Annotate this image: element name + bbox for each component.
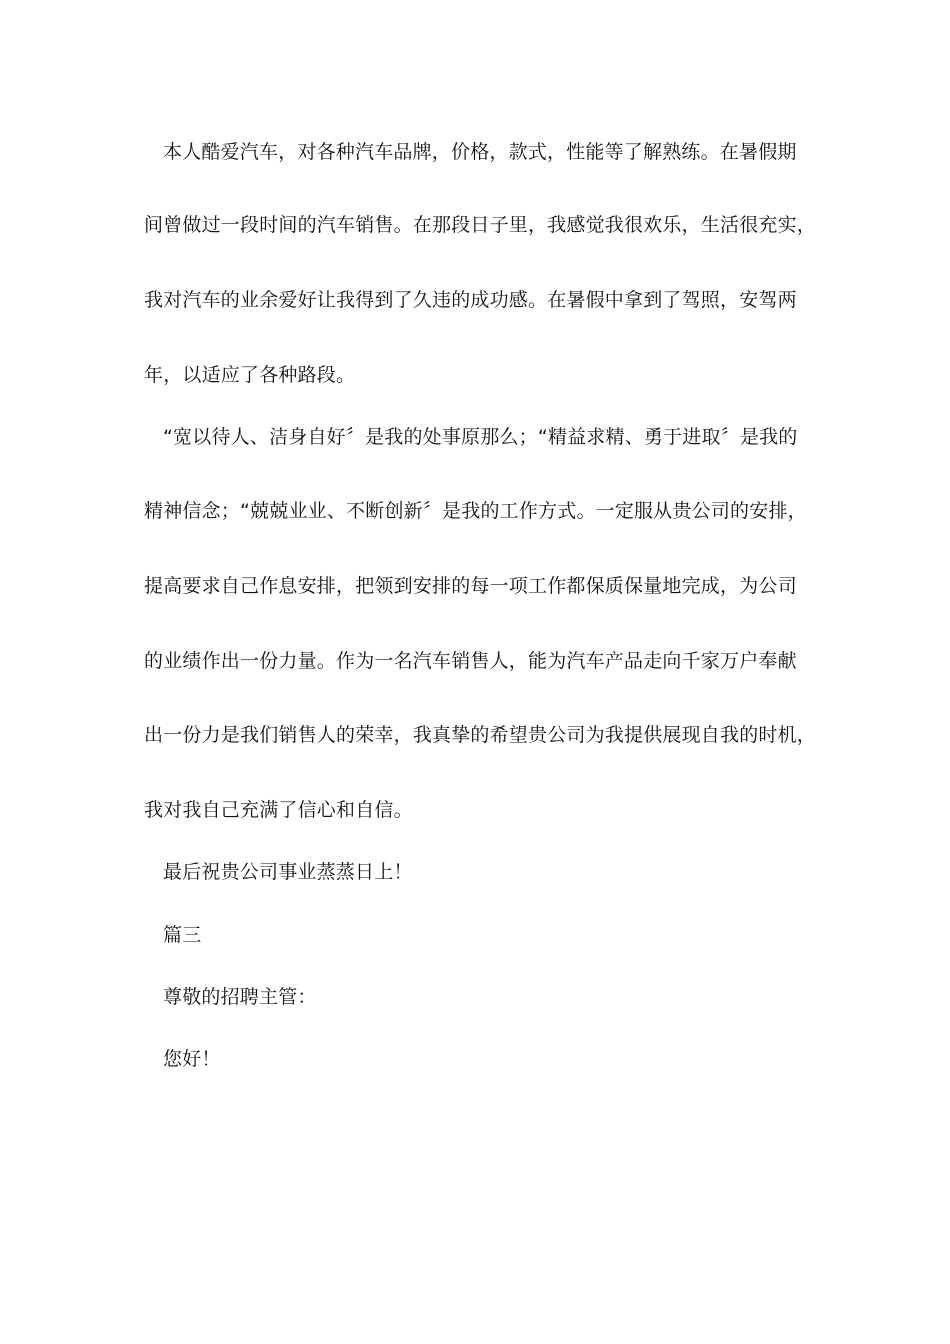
paragraph-2-line-3: 提高要求自己作息安排，把领到安排的每一项工作都保质保量地完成，为公司 <box>144 575 797 597</box>
paragraph-1-line-4: 年，以适应了各种路段。 <box>144 364 356 386</box>
paragraph-2-line-2: 精神信念；“兢兢业业、不断创新〞是我的工作方式。一定服从贵公司的安排， <box>144 500 807 522</box>
closing-line: 最后祝贵公司事业蒸蒸日上！ <box>163 861 413 883</box>
salutation: 尊敬的招聘主管： <box>163 986 317 1008</box>
section-title: 篇三 <box>163 924 202 946</box>
paragraph-1-line-1: 本人酷爱汽车，对各种汽车品牌，价格，款式，性能等了解熟练。在暑假期 <box>163 141 797 163</box>
paragraph-2-line-1: “宽以待人、洁身自好〞是我的处事原那么；“精益求精、勇于进取〞是我的 <box>163 426 798 448</box>
paragraph-1-line-3: 我对汽车的业余爱好让我得到了久违的成功感。在暑假中拿到了驾照，安驾两 <box>144 289 797 311</box>
paragraph-2-line-6: 我对我自己充满了信心和自信。 <box>144 799 413 821</box>
paragraph-2-line-5: 出一份力是我们销售人的荣幸，我真挚的希望贵公司为我提供展现自我的时机， <box>144 724 817 746</box>
paragraph-2-line-4: 的业绩作出一份力量。作为一名汽车销售人，能为汽车产品走向千家万户奉献 <box>144 650 797 672</box>
paragraph-1-line-2: 间曾做过一段时间的汽车销售。在那段日子里，我感觉我很欢乐，生活很充实， <box>144 214 817 236</box>
greeting: 您好！ <box>163 1048 221 1070</box>
